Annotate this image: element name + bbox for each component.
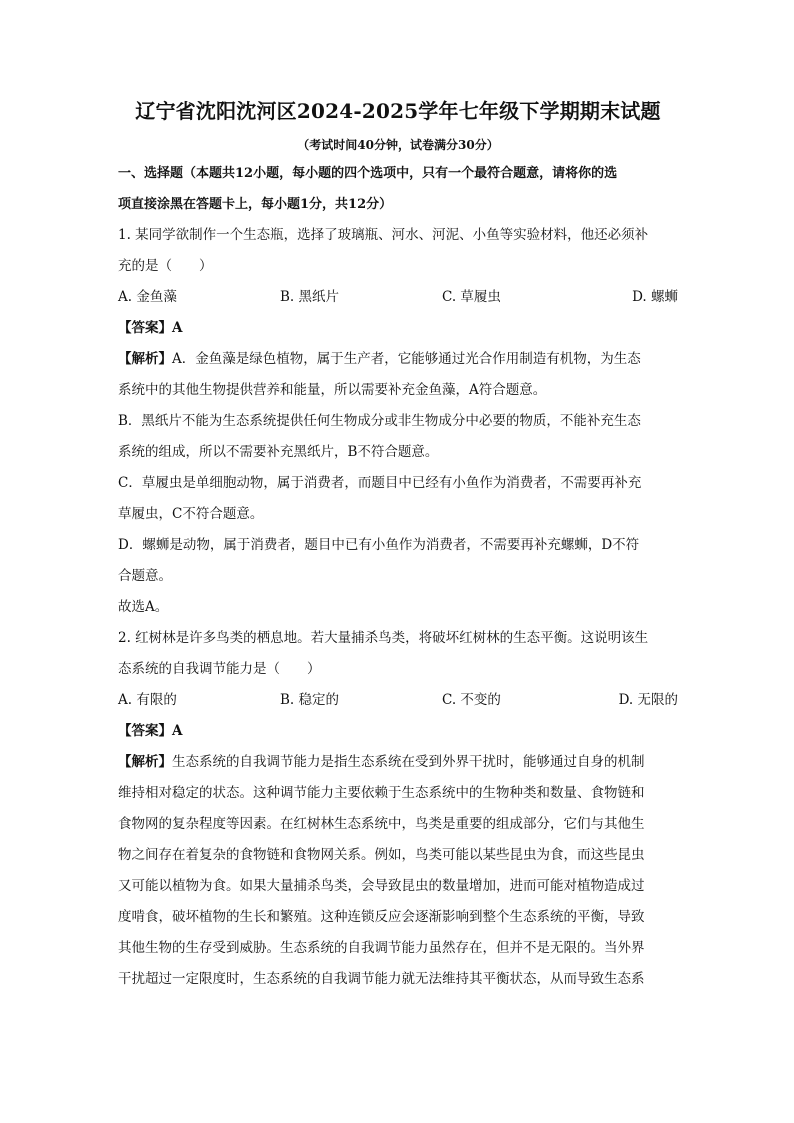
option-b: B. 黑纸片 [280, 289, 340, 305]
option-d: D. 无限的 [618, 692, 678, 708]
section-heading-line: 项直接涂黑在答题卡上，每小题1分，共12分） [118, 197, 393, 212]
analysis-line: 度啃食，破坏植物的生长和繁殖。这种连锁反应会逐渐影响到整个生态系统的平衡，导致 [118, 909, 645, 925]
question-stem: 充的是（ ） [118, 258, 213, 274]
analysis-line: 合题意。 [118, 568, 172, 584]
options-row [118, 282, 678, 313]
question-2 [118, 623, 678, 995]
question-stem: 1. 某同学欲制作一个生态瓶，选择了玻璃瓶、河水、河泥、小鱼等实验材料，他还必须补 [118, 227, 649, 243]
exam-page [118, 98, 678, 995]
option-c: C. 草履虫 [442, 289, 501, 305]
option-c: C. 不变的 [442, 692, 501, 708]
analysis-line: 系统的组成，所以不需要补充黑纸片，B不符合题意。 [118, 444, 439, 460]
answer: 【答案】A [118, 320, 183, 336]
analysis-line: 其他生物的生存受到威胁。生态系统的自我调节能力虽然存在，但并不是无限的。当外界 [118, 940, 645, 956]
analysis-line: D．螺蛳是动物，属于消费者，题目中已有小鱼作为消费者，不需要再补充螺蛳，D不符 [118, 537, 640, 553]
analysis-line [118, 747, 678, 778]
analysis-line: 维持相对稳定的状态。这种调节能力主要依赖于生态系统中的生物种类和数量、食物链和 [118, 785, 645, 801]
option-a: A. 有限的 [118, 692, 177, 708]
analysis-line: 食物网的复杂程度等因素。在红树林生态系统中，鸟类是重要的组成部分，它们与其他生 [118, 816, 645, 832]
analysis-line: 物之间存在着复杂的食物链和食物网关系。例如，鸟类可能以某些昆虫为食，而这些昆虫 [118, 847, 645, 863]
analysis-line: 又可能以植物为食。如果大量捕杀鸟类，会导致昆虫的数量增加，进而可能对植物造成过 [118, 878, 645, 894]
analysis-line: B．黑纸片不能为生态系统提供任何生物成分或非生物成分中必要的物质，不能补充生态 [118, 413, 641, 429]
analysis-line: 故选A。 [118, 599, 169, 615]
analysis-text: A．金鱼藻是绿色植物，属于生产者，它能够通过光合作用制造有机物，为生态 [172, 351, 641, 367]
page-title: 辽宁省沈阳沈河区2024-2025学年七年级下学期期末试题 [135, 99, 661, 123]
analysis-label: 【解析】 [118, 351, 172, 367]
analysis-line: 系统中的其他生物提供营养和能量，所以需要补充金鱼藻，A符合题意。 [118, 382, 547, 398]
exam-info: （考试时间40分钟，试卷满分30分） [297, 138, 499, 152]
option-d: D. 螺蛳 [632, 289, 678, 305]
option-a: A. 金鱼藻 [118, 289, 177, 305]
analysis-line: 草履虫，C不符合题意。 [118, 506, 264, 522]
section-heading [118, 158, 678, 220]
section-heading-line: 一、选择题（本题共12小题，每小题的四个选项中，只有一个最符合题意，请将你的选 [118, 166, 618, 181]
question-1 [118, 220, 678, 623]
analysis-line [118, 344, 678, 375]
analysis-line: C．草履虫是单细胞动物，属于消费者，而题目中已经有小鱼作为消费者，不需要再补充 [118, 475, 642, 491]
answer: 【答案】A [118, 723, 183, 739]
analysis-text: 生态系统的自我调节能力是指生态系统在受到外界干扰时，能够通过自身的机制 [172, 754, 645, 770]
question-stem: 态系统的自我调节能力是（ ） [118, 661, 321, 677]
option-b: B. 稳定的 [280, 692, 340, 708]
options-row [118, 685, 678, 716]
analysis-label: 【解析】 [118, 754, 172, 770]
analysis-line: 干扰超过一定限度时，生态系统的自我调节能力就无法维持其平衡状态，从而导致生态系 [118, 971, 645, 987]
question-stem: 2. 红树林是许多鸟类的栖息地。若大量捕杀鸟类，将破坏红树林的生态平衡。这说明该生 [118, 630, 649, 646]
